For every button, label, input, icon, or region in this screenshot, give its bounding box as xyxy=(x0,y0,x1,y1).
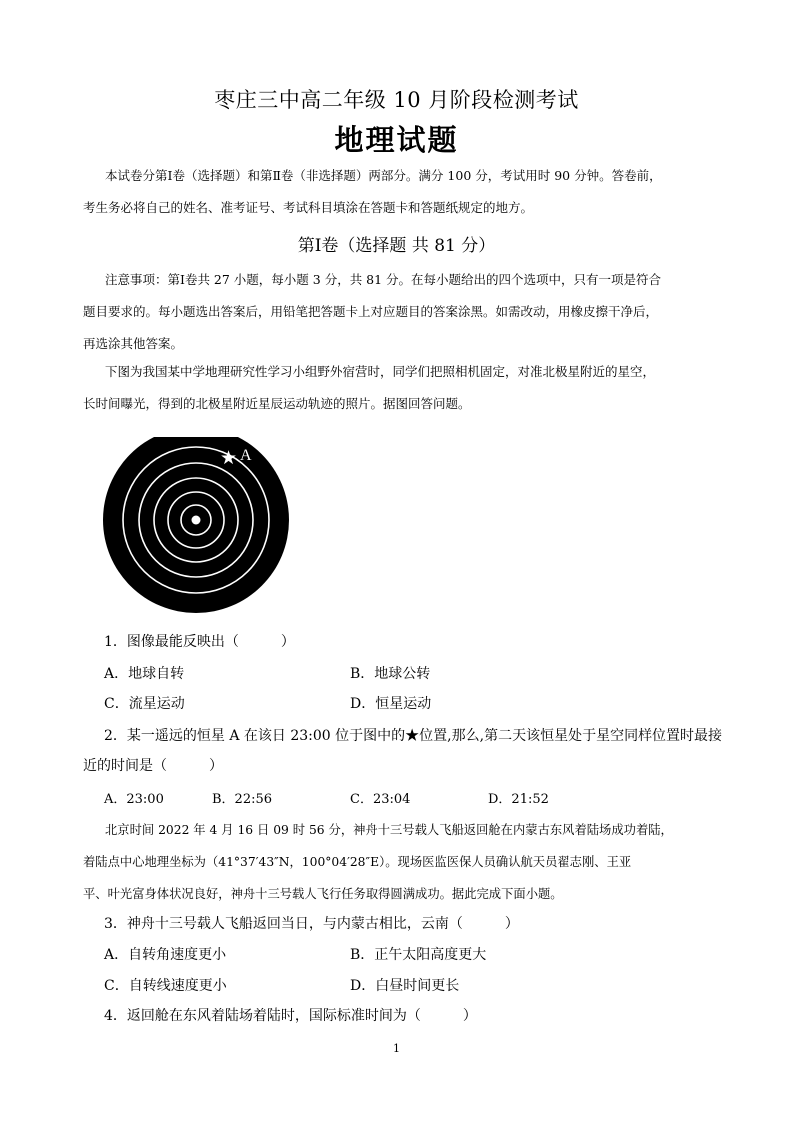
question-3-option-b: B．正午太阳高度更大 xyxy=(350,947,487,963)
question-3-option-d: D．白昼时间更长 xyxy=(350,978,460,994)
question-4-stem: 4．返回舱在东风着陆场着陆时，国际标准时间为（ ） xyxy=(104,1008,477,1024)
subject-title: 地理试题 xyxy=(334,123,459,157)
question-2-option-c: C．23:04 xyxy=(350,792,411,807)
passage-2-line-1: 北京时间 2022 年 4 月 16 日 09 时 56 分，神舟十三号载人飞船返回舱在内蒙古东风着陆场成功着陆， xyxy=(105,823,673,837)
notes-paragraph xyxy=(83,264,713,360)
passage-2 xyxy=(83,814,713,910)
section-title: 第Ⅰ卷（选择题 共 81 分） xyxy=(297,236,496,256)
intro-line-1: 本试卷分第Ⅰ卷（选择题）和第Ⅱ卷（非选择题）两部分。满分 100 分，考试用时 90 分钟。答卷前， xyxy=(105,168,662,183)
page-number: 1 xyxy=(393,1042,400,1055)
passage-1 xyxy=(83,356,713,420)
question-3-option-c: C．自转线速度更小 xyxy=(104,978,227,994)
question-2-stem-line-1: 2．某一遥远的恒星 A 在该日 23:00 位于图中的★位置,那么,第二天该恒星处于星空同样位置时最接 xyxy=(104,728,723,744)
question-3-option-a: A．自转角速度更小 xyxy=(104,947,227,963)
question-2-stem-line-2: 近的时间是（ ） xyxy=(83,758,223,774)
passage-2-line-2: 着陆点中心地理坐标为（41°37′43″N，100°04′28″E）。现场医监医保人员确认航天员翟志刚、王亚 xyxy=(83,855,632,869)
question-1-option-c: C．流星运动 xyxy=(104,696,185,712)
notes-line-1: 注意事项：第Ⅰ卷共 27 小题，每小题 3 分，共 81 分。在每小题给出的四个选项中，只有一项是符合 xyxy=(105,272,662,287)
passage-1-line-2: 长时间曝光，得到的北极星附近星辰运动轨迹的照片。据图回答问题。 xyxy=(83,396,471,411)
question-1-option-a: A．地球自转 xyxy=(104,666,185,682)
exam-title: 枣庄三中高二年级 10 月阶段检测考试 xyxy=(214,88,579,112)
question-3-stem: 3．神舟十三号载人飞船返回当日，与内蒙古相比，云南（ ） xyxy=(104,916,519,932)
polaris-dot xyxy=(192,516,201,525)
question-2-option-b: B．22:56 xyxy=(212,792,273,807)
question-2-option-a: A．23:00 xyxy=(104,792,164,807)
star-a-icon: ★ xyxy=(220,447,238,469)
question-2-option-d: D．21:52 xyxy=(488,792,549,807)
intro-line-2: 考生务必将自己的姓名、准考证号、考试科目填涂在答题卡和答题纸规定的地方。 xyxy=(83,200,534,215)
star-trail-svg xyxy=(103,437,293,617)
star-a-label: A xyxy=(240,447,252,464)
passage-2-line-3: 平、叶光富身体状况良好，神舟十三号载人飞行任务取得圆满成功。据此完成下面小题。 xyxy=(83,887,563,901)
question-1-stem: 1．图像最能反映出（ ） xyxy=(104,634,295,650)
question-1-option-d: D．恒星运动 xyxy=(350,696,432,712)
passage-1-line-1: 下图为我国某中学地理研究性学习小组野外宿营时，同学们把照相机固定，对准北极星附近的星空， xyxy=(105,364,656,379)
notes-line-3: 再选涂其他答案。 xyxy=(83,336,184,351)
star-trail-diagram xyxy=(103,437,293,617)
notes-line-2: 题目要求的。每小题选出答案后，用铅笔把答题卡上对应题目的答案涂黑。如需改动，用橡皮擦干净后， xyxy=(83,304,659,319)
question-1-option-b: B．地球公转 xyxy=(350,666,431,682)
intro-paragraph xyxy=(83,160,713,224)
